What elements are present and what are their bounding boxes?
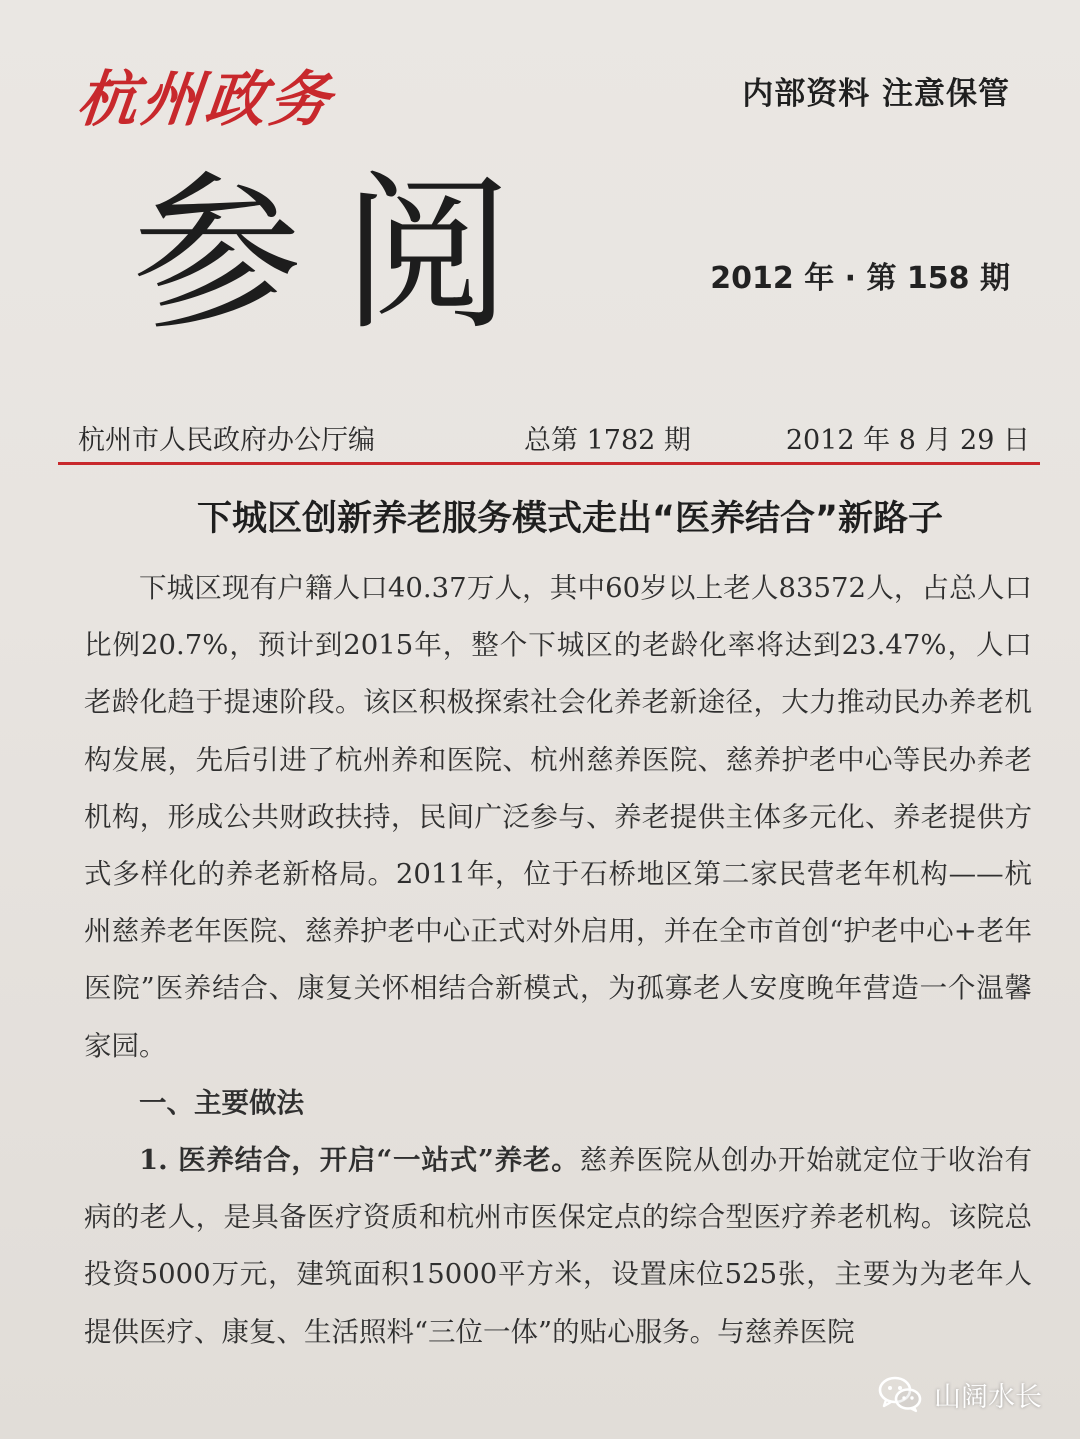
article-body xyxy=(84,560,1032,1361)
confidential-notice: 内部资料 注意保管 xyxy=(742,76,1010,112)
masthead-title: 杭州政务 xyxy=(73,65,338,135)
article-title: 下城区创新养老服务模式走出“医养结合”新路子 xyxy=(196,499,943,539)
point-text: 慈养医院从创办开始就定位于收治有病的老人，是具备医疗资质和杭州市医保定点的综合型医疗养老机构。该院总投资5000万元，建筑面积15000平方米，设置床位525张，主要为为老年人提供医疗、康复、生活照料“三位一体”的贴心服务。与慈养医院 xyxy=(84,1144,1033,1348)
point-lead: 1. 医养结合，开启“一站式”养老。 xyxy=(139,1144,580,1177)
total-issue: 总第 1782 期 xyxy=(524,425,691,456)
editor: 杭州市人民政府办公厅编 xyxy=(78,425,375,456)
wechat-icon xyxy=(878,1375,922,1413)
red-divider xyxy=(58,462,1040,465)
watermark xyxy=(878,1372,1042,1416)
issue-number: 2012 年 · 第 158 期 xyxy=(710,261,1010,296)
watermark-account: 山阔水长 xyxy=(934,1381,1042,1413)
intro-paragraph: 下城区现有户籍人口40.37万人，其中60岁以上老人83572人，占总人口比例20.7%，预计到2015年，整个下城区的老龄化率将达到23.47%，人口老龄化趋于提速阶段。该区积极探索社会化养老新途径，大力推动民办养老机构发展，先后引进了杭州养和医院、杭州慈养医院、慈养护老中心等民办养老机构，形成公共财政扶持，民间广泛参与、养老提供主体多元化、养老提供方式多样化的养老新格局。2011年，位于石桥地区第二家民营老年机构——杭州慈养老年医院、慈养护老中心正式对外启用，并在全市首创“护老中心+老年医院”医养结合、康复关怀相结合新模式，为孤寡老人安度晚年营造一个温馨家园。 xyxy=(84,572,1032,1062)
info-row xyxy=(78,418,1030,458)
point-paragraph xyxy=(84,1132,1032,1361)
publication-name: 参阅 xyxy=(132,156,553,354)
issue-date: 2012 年 8 月 29 日 xyxy=(785,425,1030,456)
section-heading: 一、主要做法 xyxy=(139,1086,304,1119)
